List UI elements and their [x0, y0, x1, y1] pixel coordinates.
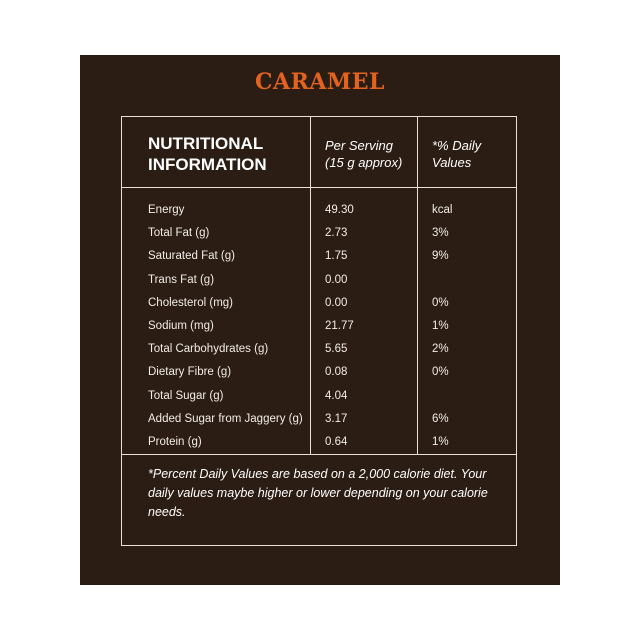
daily-value: 1%	[432, 436, 449, 448]
table-row	[122, 250, 516, 273]
per-serving-value: 5.65	[325, 343, 348, 356]
nutrient-name: Dietary Fibre (g)	[148, 366, 232, 379]
nutrient-name: Total Fat (g)	[148, 227, 210, 240]
per-serving-heading: Per Serving (15 g approx)	[325, 138, 403, 170]
table-row	[122, 227, 516, 250]
table-row	[122, 436, 516, 459]
per-serving-value: 21.77	[325, 320, 354, 332]
nutrient-name: Added Sugar from Jaggery (g)	[148, 412, 303, 425]
nutrient-name: Total Carbohydrates (g)	[148, 343, 269, 356]
daily-value: 0%	[432, 366, 449, 379]
nutrient-name: Cholesterol (mg)	[148, 296, 233, 309]
table-row	[122, 320, 516, 343]
nutrient-name: Total Sugar (g)	[148, 389, 224, 402]
nutrient-name: Energy	[148, 204, 185, 216]
daily-value: kcal	[432, 204, 453, 216]
table-row	[122, 343, 516, 366]
daily-values-heading: *% Daily Values	[432, 138, 482, 170]
per-serving-value: 0.08	[325, 366, 348, 379]
nutrient-name: Trans Fat (g)	[148, 273, 215, 286]
nutrient-name: Saturated Fat (g)	[148, 250, 235, 263]
table-row	[122, 390, 516, 413]
per-serving-value: 0.64	[325, 436, 348, 448]
per-serving-value: 1.75	[325, 250, 348, 263]
table-row	[122, 204, 516, 227]
nutrient-name: Protein (g)	[148, 436, 202, 448]
per-serving-value: 2.73	[325, 227, 348, 240]
nutrition-heading: NUTRITIONAL INFORMATION	[148, 134, 267, 174]
footnote: *Percent Daily Values are based on a 2,000 calorie diet. Your daily values maybe higher or lower depending on your calorie needs.	[148, 467, 488, 519]
table-row	[122, 366, 516, 389]
per-serving-value: 0.00	[325, 296, 348, 309]
daily-value: 0%	[432, 296, 449, 309]
product-title: CARAMEL	[254, 69, 386, 95]
daily-value: 9%	[432, 250, 449, 263]
header-divider	[122, 187, 516, 188]
table-row	[122, 274, 516, 297]
per-serving-value: 49.30	[325, 204, 354, 216]
table-row	[122, 297, 516, 320]
nutrition-card	[80, 55, 560, 585]
nutrient-name: Sodium (mg)	[148, 320, 214, 332]
daily-value: 1%	[432, 320, 449, 332]
table-row	[122, 413, 516, 436]
per-serving-value: 4.04	[325, 389, 348, 402]
daily-value: 6%	[432, 412, 449, 425]
nutrition-table	[121, 116, 517, 546]
per-serving-value: 3.17	[325, 412, 348, 425]
daily-value: 2%	[432, 343, 449, 356]
daily-value: 3%	[432, 227, 449, 240]
per-serving-value: 0.00	[325, 273, 348, 286]
